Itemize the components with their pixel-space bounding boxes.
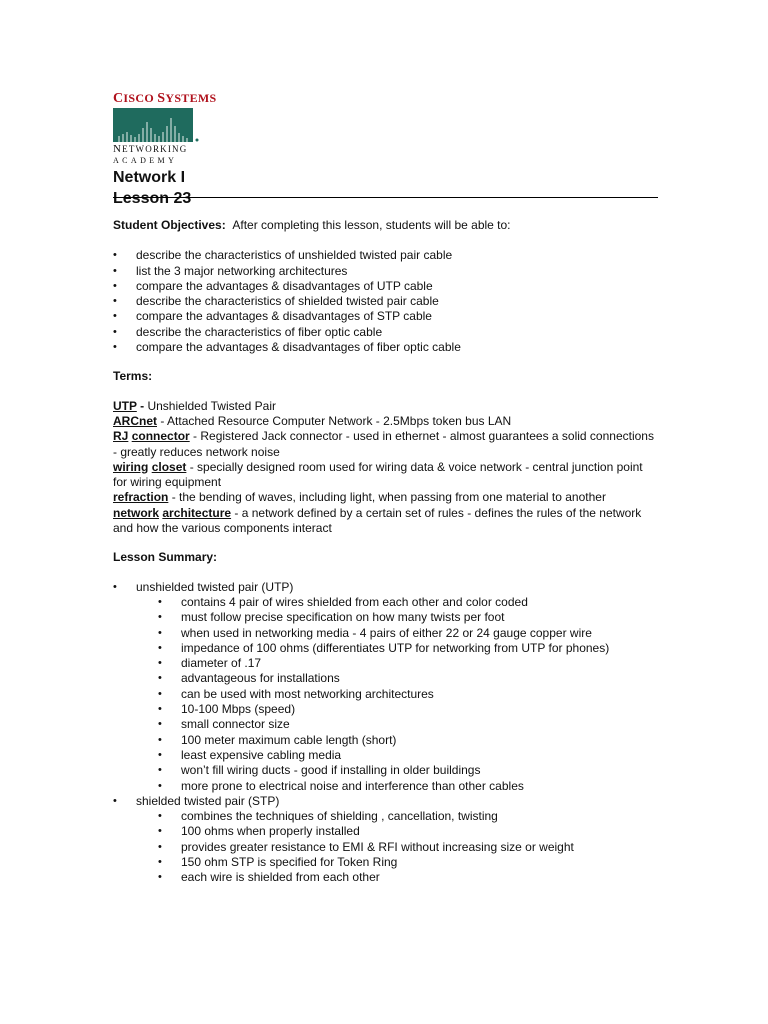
summary-item: • won’t fill wiring ducts - good if installing in older buildings [113,763,658,778]
logo-networking: NETWORKING [113,143,188,155]
summary-item: • contains 4 pair of wires shielded from each other and color coded [113,595,658,610]
logo-company-name: CISCO SYSTEMS [113,91,217,106]
term-word: RJ [113,429,129,444]
summary-item: • 100 meter maximum cable length (short) [113,733,658,748]
term-separator: - [189,429,201,444]
document-body [113,218,658,886]
term-definition: a network defined by a certain set of rules - defines the rules of the network and how the various components interact [113,505,642,536]
terms-heading: Terms: [113,369,153,384]
summary-item: • 100 ohms when properly installed [113,824,658,839]
summary-section [113,794,658,809]
summary-item: • small connector size [113,717,658,732]
term-definition: specially designed room used for wiring data & voice network - central junction point for wiring equipment [113,459,643,490]
cisco-logo [113,92,658,166]
term-word: UTP [113,398,137,413]
objectives-label: Student Objectives: [113,218,226,232]
bridge-logo-icon [113,108,199,142]
term-separator: - [231,505,242,520]
summary-item: • advantageous for installations [113,671,658,686]
summary-item: • 150 ohm STP is specified for Token Ring [113,855,658,870]
term-entry [113,429,658,460]
objective-item: • compare the advantages & disadvantages of STP cable [113,309,658,324]
summary-section [113,580,658,595]
terms-list [113,399,658,537]
term-entry [113,490,658,505]
summary-heading: Lesson Summary: [113,550,218,565]
term-word: network [113,505,160,520]
term-definition: Registered Jack connector - used in ethernet - almost guarantees a solid connections - greatly reduces network noise [113,429,654,459]
objectives-text: After completing this lesson, students will be able to: [232,218,511,232]
summary-item: • least expensive cabling media [113,748,658,763]
term-entry [113,399,658,414]
term-separator: - [136,398,148,413]
objective-item: • list the 3 major networking architectures [113,264,658,279]
term-separator: - [157,413,168,428]
objective-item: • describe the characteristics of fiber optic cable [113,325,658,340]
summary-item: • impedance of 100 ohms (differentiates UTP for networking from UTP for phones) [113,641,658,656]
term-word: wiring [113,459,149,474]
term-word: connector [131,429,190,444]
term-separator: - [186,459,198,474]
summary-item: • provides greater resistance to EMI & RFI without increasing size or weight [113,840,658,855]
term-word: refraction [113,490,169,505]
summary-list [113,580,658,886]
summary-item: • more prone to electrical noise and interference than other cables [113,779,658,794]
term-entry [113,414,658,429]
logo-academy: ACADEMY [113,156,178,165]
objectives-intro [113,218,658,233]
summary-item: • can be used with most networking architectures [113,687,658,702]
term-separator: - [168,490,180,505]
objective-item: • compare the advantages & disadvantages of UTP cable [113,279,658,294]
summary-section-label: unshielded twisted pair (UTP) [136,579,294,594]
summary-item: • each wire is shielded from each other [113,870,658,885]
term-definition: Unshielded Twisted Pair [147,398,276,413]
header-divider [113,197,658,198]
term-definition: the bending of waves, including light, when passing from one material to another [179,490,606,505]
lesson-number: Lesson 23 [113,190,192,207]
term-entry [113,460,658,491]
term-definition: Attached Resource Computer Network - 2.5Mbps token bus LAN [167,413,512,428]
document-title: Network I [113,169,186,186]
term-entry [113,506,658,537]
term-word: architecture [162,505,232,520]
summary-item: • 10-100 Mbps (speed) [113,702,658,717]
document-header [113,92,658,209]
summary-item: • when used in networking media - 4 pairs of either 22 or 24 gauge copper wire [113,626,658,641]
summary-item: • combines the techniques of shielding , cancellation, twisting [113,809,658,824]
objective-item: • describe the characteristics of shielded twisted pair cable [113,294,658,309]
objective-item: • compare the advantages & disadvantages of fiber optic cable [113,340,658,355]
term-word: closet [151,459,187,474]
summary-item: • must follow precise specification on how many twists per foot [113,610,658,625]
objectives-list [113,248,658,355]
term-word: ARCnet [113,413,157,428]
summary-item: • diameter of .17 [113,656,658,671]
summary-section-label: shielded twisted pair (STP) [136,793,280,808]
objective-item: • describe the characteristics of unshielded twisted pair cable [113,248,658,263]
